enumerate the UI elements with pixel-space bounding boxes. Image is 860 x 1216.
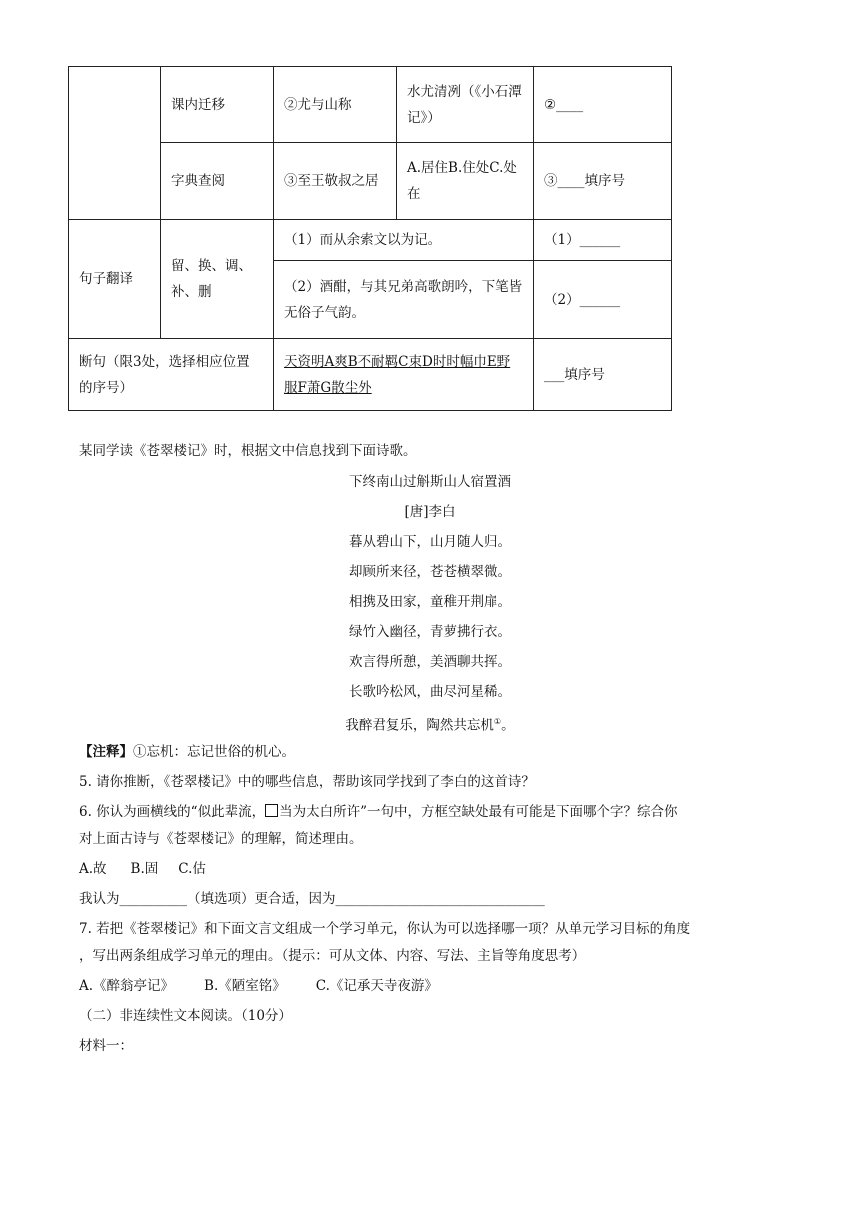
poem-line: 长歌吟松风，曲尽河星稀。 [349,684,511,700]
table-cell: ___填序号 [534,339,672,411]
option: C.估 [178,861,206,877]
table-cell-underlined [274,339,534,411]
intro-text: 某同学读《苍翠楼记》时，根据文中信息找到下面诗歌。 [79,443,417,459]
question-6-line2: 对上面古诗与《苍翠楼记》的理解，简述理由。 [79,831,363,847]
question-7-line2: ，写出两条组成学习单元的理由。（提示：可从文体、内容、写法、主旨等角度思考） [79,948,586,964]
table-cell-empty [69,67,161,220]
table-cell: ②尤与山称 [274,67,397,143]
question-6-answer: 我认为__________（填选项）更合适，因为_______________________________ [79,891,545,907]
note [79,741,295,763]
poem-line: 绿竹入幽径，青萝拂行衣。 [349,624,511,640]
poem-line: 相携及田家，童稚开荆扉。 [349,594,511,610]
option: C.《记承天寺夜游》 [315,978,438,994]
poem-line: 欢言得所憩，美酒聊共挥。 [349,654,511,670]
option: B.固 [130,861,159,877]
question-7-options [79,975,438,997]
table-cell: 句子翻译 [69,220,161,339]
punctuation-text: 天资明A爽B不耐羁C束D时时幅巾E野服F萧G散尘外 [284,353,511,396]
note-label: 【注释】 [79,744,133,760]
question-6-options [79,858,206,880]
option: A.《醉翁亭记》 [79,978,175,994]
q6-part-b: 当为太白所许”一句中，方框空缺处最有可能是下面哪个字？综合你 [279,804,678,820]
table-cell: ③至王敬叔之居 [274,143,397,220]
question-6-line1 [79,801,677,823]
table-cell: ②____ [534,67,672,143]
note-text: ①忘机：忘记世俗的机心。 [133,744,295,760]
table-cell: ③____填序号 [534,143,672,220]
question-5: 5. 请你推断，《苍翠楼记》中的哪些信息，帮助该同学找到了李白的这首诗？ [79,774,535,790]
question-table [68,66,672,411]
option: A.故 [79,861,107,877]
blank-box-icon [265,804,278,817]
poem-author: [唐]李白 [404,504,456,520]
table-cell: 水尤清冽（《小石潭记》） [397,67,534,143]
table-cell: 字典查阅 [161,143,274,220]
table-cell: A.居住B.住处C.处在 [397,143,534,220]
table-cell: 留、换、调、补、删 [161,220,274,339]
option: B.《陋室铭》 [204,978,286,994]
table-cell: （2）______ [534,261,672,339]
poem-title: 下终南山过斛斯山人宿置酒 [349,474,511,490]
table-cell: （2）酒酣，与其兄弟高歌朗吟，下笔皆无俗子气韵。 [274,261,534,339]
material-label: 材料一： [79,1038,133,1054]
poem-line: 暮从碧山下，山月随人归。 [349,534,511,550]
table-cell: 断句（限3处，选择相应位置的序号） [69,339,274,411]
poem-line: 我醉君复乐，陶然共忘机 [345,717,494,734]
question-7-line1: 7. 若把《苍翠楼记》和下面文言文组成一个学习单元，你认为可以选择哪一项？从单元学习目标的角度 [79,921,691,937]
poem-line: 却顾所来径，苍苍横翠微。 [349,564,511,580]
table-cell: （1）______ [534,220,672,261]
table-cell: （1）而从余索文以为记。 [274,220,534,261]
table-cell: 课内迁移 [161,67,274,143]
q6-part-a: 6. 你认为画横线的“似此辈流， [79,804,266,820]
footnote-mark: ① [493,717,502,726]
poem-line-last: 我醉君复乐，陶然共忘机①。 [345,717,515,734]
section-heading: （二）非连续性文本阅读。（10分） [79,1008,292,1024]
